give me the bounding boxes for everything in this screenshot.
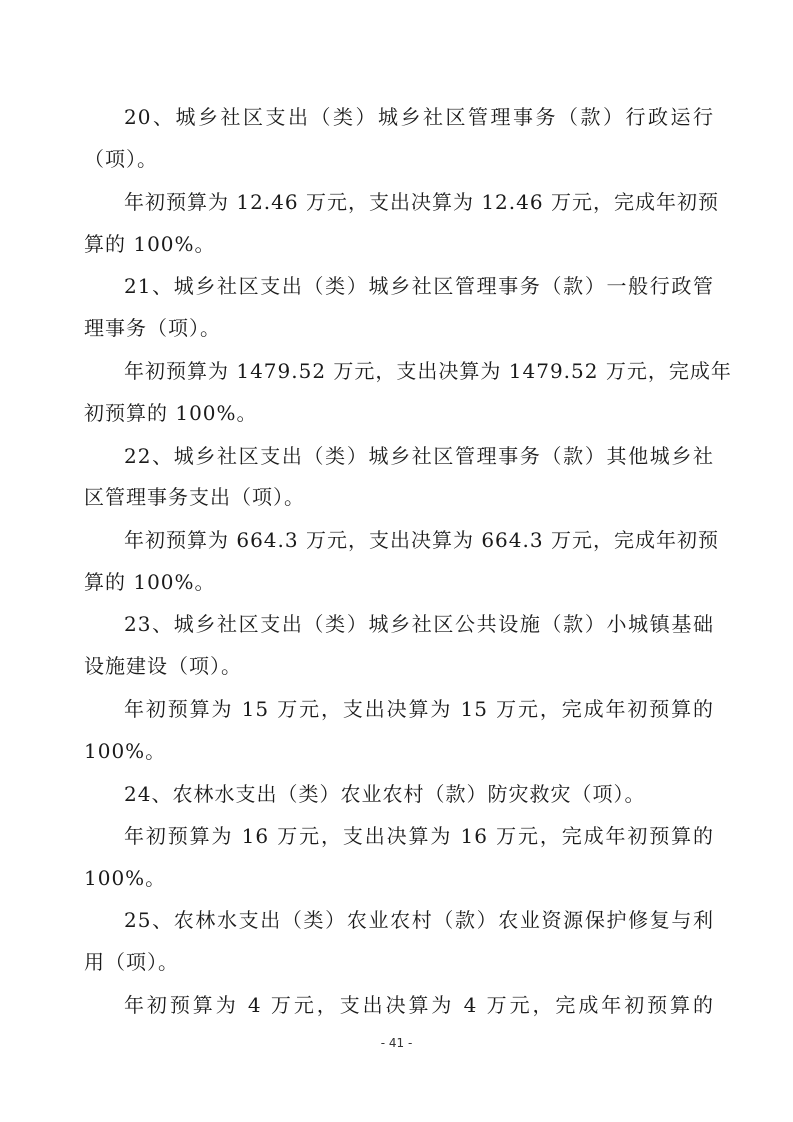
item-22-heading-cont: 区管理事务支出（项）。 (84, 485, 305, 509)
item-21-budget-cont: 初预算的 100%。 (84, 401, 258, 425)
item-22-budget-cont: 算的 100%。 (84, 570, 216, 594)
item-25-heading-cont: 用（项）。 (84, 950, 179, 974)
item-24-budget: 年初预算为 16 万元，支出决算为 16 万元，完成年初预算的 (124, 824, 714, 848)
item-21-heading: 21、城乡社区支出（类）城乡社区管理事务（款）一般行政管 (124, 274, 714, 298)
item-20-budget: 年初预算为 12.46 万元，支出决算为 12.46 万元，完成年初预 (124, 190, 719, 214)
item-20-heading-cont: （项）。 (84, 147, 158, 171)
item-24-budget-cont: 100%。 (84, 866, 167, 890)
item-25-heading: 25、农林水支出（类）农业农村（款）农业资源保护修复与利 (124, 908, 714, 932)
item-23-budget-cont: 100%。 (84, 739, 167, 763)
item-22-heading: 22、城乡社区支出（类）城乡社区管理事务（款）其他城乡社 (124, 444, 714, 468)
item-20-budget-cont: 算的 100%。 (84, 232, 216, 256)
item-24-heading: 24、农林水支出（类）农业农村（款）防灾救灾（项）。 (124, 782, 646, 806)
item-20-heading: 20、城乡社区支出（类）城乡社区管理事务（款）行政运行 (124, 105, 714, 129)
item-21-budget: 年初预算为 1479.52 万元，支出决算为 1479.52 万元，完成年 (124, 359, 732, 383)
item-25-budget: 年初预算为 4 万元，支出决算为 4 万元，完成年初预算的 (124, 993, 714, 1017)
page-number: - 41 - (380, 1036, 413, 1050)
item-22-budget: 年初预算为 664.3 万元，支出决算为 664.3 万元，完成年初预 (124, 528, 719, 552)
item-23-heading-cont: 设施建设（项）。 (84, 654, 242, 678)
item-21-heading-cont: 理事务（项）。 (84, 316, 221, 340)
item-23-heading: 23、城乡社区支出（类）城乡社区公共设施（款）小城镇基础 (124, 612, 714, 636)
item-23-budget: 年初预算为 15 万元，支出决算为 15 万元，完成年初预算的 (124, 697, 714, 721)
